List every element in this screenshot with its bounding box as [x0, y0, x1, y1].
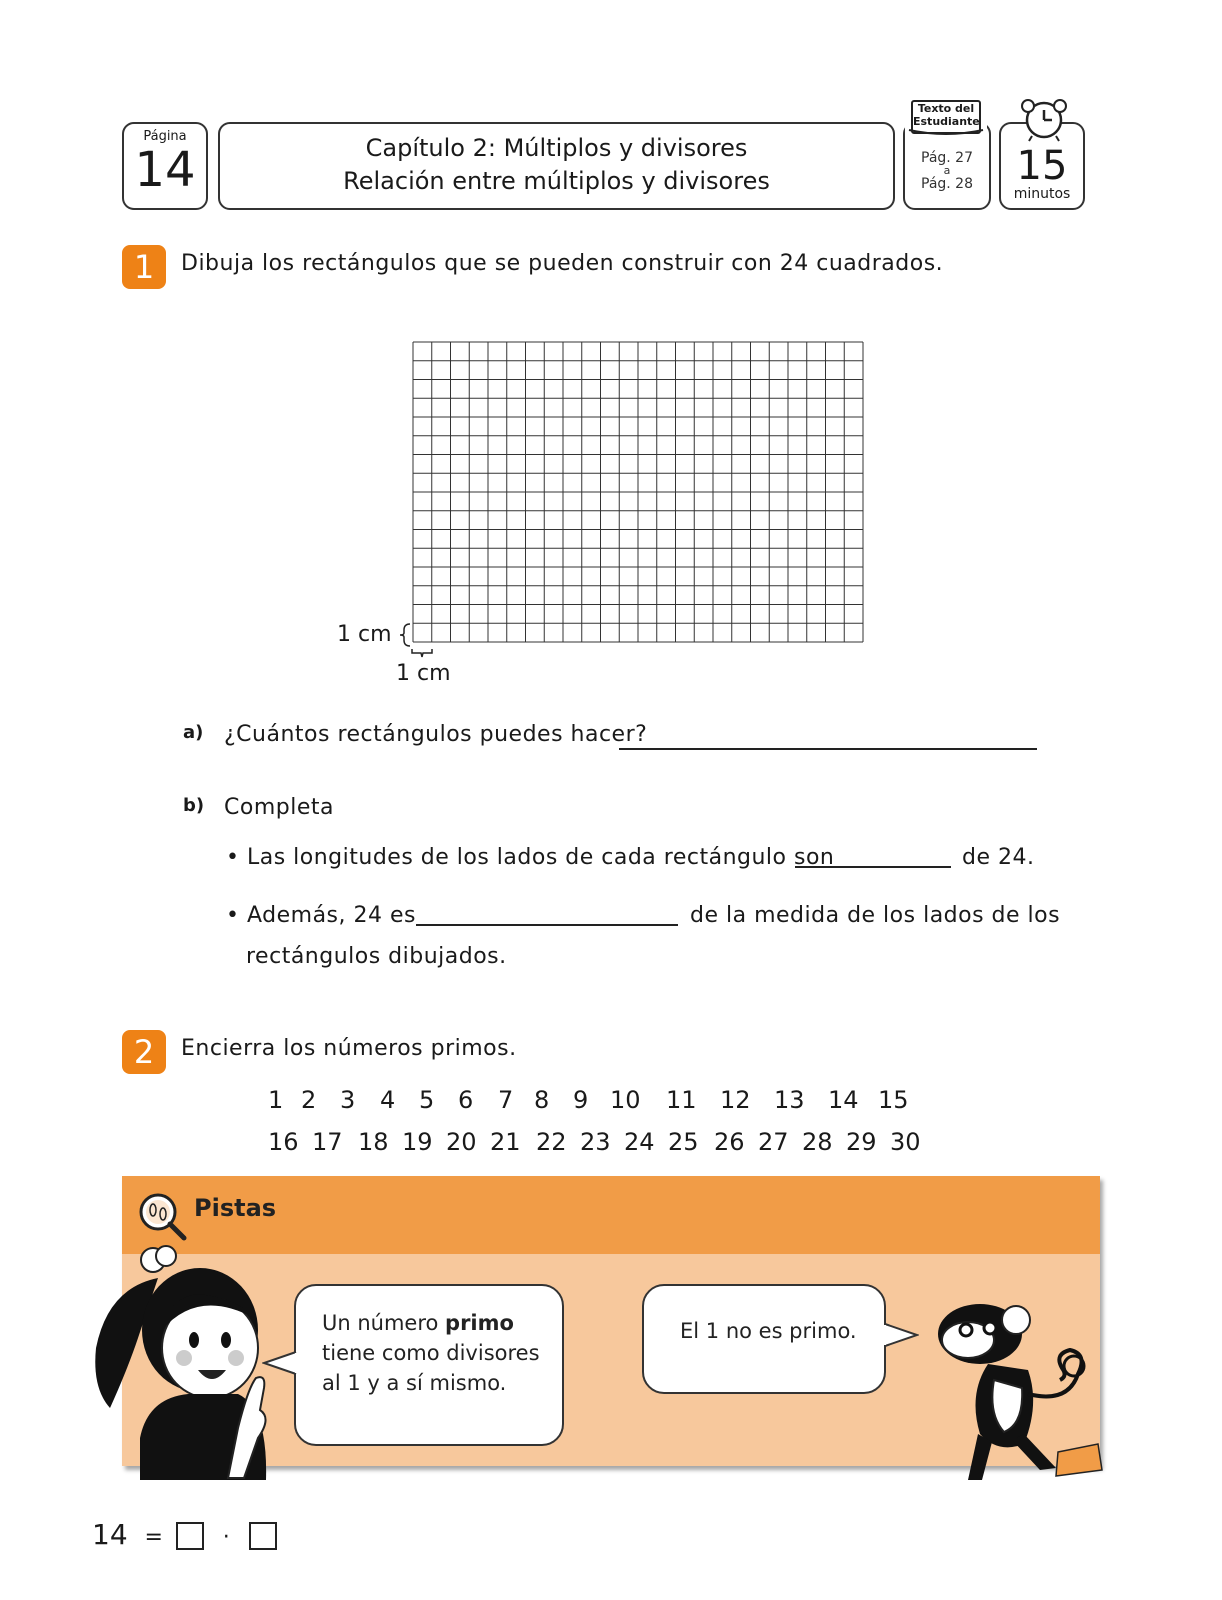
pages-connector: a [943, 164, 951, 177]
item-b2-after: de la medida de los lados de los [690, 903, 1061, 928]
vertical-brace [398, 622, 412, 648]
item-a-label: a) [183, 722, 204, 743]
footer-page-number: 14 [92, 1518, 128, 1551]
number-18[interactable]: 18 [358, 1128, 389, 1156]
hint-1-line-2: tiene como divisores [322, 1341, 540, 1365]
number-23[interactable]: 23 [580, 1128, 611, 1156]
unit-horizontal-label: 1 cm [396, 661, 451, 686]
number-28[interactable]: 28 [802, 1128, 833, 1156]
footer-box-2[interactable] [249, 1522, 277, 1550]
hint-2-text: El 1 no es primo. [680, 1319, 857, 1343]
number-13[interactable]: 13 [774, 1086, 805, 1114]
number-21[interactable]: 21 [490, 1128, 521, 1156]
number-11[interactable]: 11 [666, 1086, 697, 1114]
hint-1-text-start: Un número [322, 1311, 446, 1335]
number-17[interactable]: 17 [312, 1128, 343, 1156]
question-1-prompt: Dibuja los rectángulos que se pueden construir con 24 cuadrados. [181, 251, 944, 276]
number-14[interactable]: 14 [828, 1086, 859, 1114]
number-22[interactable]: 22 [536, 1128, 567, 1156]
hint-1-line-3: al 1 y a sí mismo. [322, 1371, 507, 1395]
item-b1-after: de 24. [962, 845, 1035, 870]
number-5[interactable]: 5 [419, 1086, 435, 1114]
number-4[interactable]: 4 [380, 1086, 396, 1114]
number-8[interactable]: 8 [534, 1086, 550, 1114]
number-6[interactable]: 6 [458, 1086, 474, 1114]
book-label: Texto del Estudiante [911, 100, 981, 134]
unit-vertical-label: 1 cm [337, 622, 392, 647]
page-footer [92, 1518, 277, 1551]
number-row-1 [268, 1086, 928, 1118]
footer-dot: · [222, 1525, 230, 1550]
pages-to: Pág. 28 [921, 176, 973, 192]
time-value: 15 [1016, 143, 1068, 189]
number-2[interactable]: 2 [301, 1086, 317, 1114]
answer-b1-line[interactable] [795, 866, 951, 868]
number-3[interactable]: 3 [340, 1086, 356, 1114]
question-1-badge: 1 [122, 245, 166, 289]
chapter-subtitle: Relación entre múltiplos y divisores [343, 167, 770, 195]
number-12[interactable]: 12 [720, 1086, 751, 1114]
item-b-text: Completa [224, 795, 334, 820]
number-29[interactable]: 29 [846, 1128, 877, 1156]
open-book-icon [905, 96, 987, 138]
item-b1-text: • Las longitudes de los lados de cada rectángulo son [226, 845, 835, 870]
girl-character-illustration [88, 1238, 278, 1480]
bubble-2-tail [883, 1322, 919, 1348]
hint-bubble-prime-definition [294, 1284, 564, 1446]
number-27[interactable]: 27 [758, 1128, 789, 1156]
answer-a-line[interactable] [619, 748, 1037, 750]
answer-b2-line[interactable] [416, 924, 678, 926]
number-16[interactable]: 16 [268, 1128, 299, 1156]
hints-title: Pistas [194, 1194, 277, 1222]
number-20[interactable]: 20 [446, 1128, 477, 1156]
bubble-1-tail [262, 1350, 298, 1376]
page-number-box [122, 122, 208, 210]
question-2-badge: 2 [122, 1030, 166, 1074]
hint-1-bold-word: primo [445, 1311, 514, 1335]
number-7[interactable]: 7 [498, 1086, 514, 1114]
number-10[interactable]: 10 [610, 1086, 641, 1114]
number-9[interactable]: 9 [573, 1086, 589, 1114]
number-15[interactable]: 15 [878, 1086, 909, 1114]
hint-bubble-one-not-prime [642, 1284, 886, 1394]
page-number: 14 [134, 142, 196, 198]
number-30[interactable]: 30 [890, 1128, 921, 1156]
chapter-title-box [218, 122, 895, 210]
time-unit: minutos [1013, 186, 1071, 202]
number-25[interactable]: 25 [668, 1128, 699, 1156]
page-label: Página [143, 129, 187, 144]
magnifier-footprints-icon [136, 1190, 188, 1242]
number-24[interactable]: 24 [624, 1128, 655, 1156]
book-pages-icon [905, 128, 987, 140]
number-26[interactable]: 26 [714, 1128, 745, 1156]
footer-box-1[interactable] [176, 1522, 204, 1550]
item-b-label: b) [183, 795, 205, 816]
footer-equals: = [144, 1525, 163, 1550]
drawing-grid[interactable] [412, 341, 864, 643]
item-a-text: ¿Cuántos rectángulos puedes hacer? [224, 722, 648, 747]
chapter-title: Capítulo 2: Múltiplos y divisores [365, 134, 748, 162]
pages-from: Pág. 27 [921, 150, 973, 166]
item-b2-text: • Además, 24 es [226, 903, 416, 928]
horizontal-brace [410, 647, 434, 659]
number-19[interactable]: 19 [402, 1128, 433, 1156]
item-b2-continued: rectángulos dibujados. [246, 944, 507, 969]
number-row-2 [268, 1128, 928, 1160]
number-1[interactable]: 1 [268, 1086, 284, 1114]
question-2-prompt: Encierra los números primos. [181, 1036, 517, 1061]
alarm-clock-icon [1018, 96, 1070, 142]
monkey-character-illustration [928, 1284, 1118, 1484]
